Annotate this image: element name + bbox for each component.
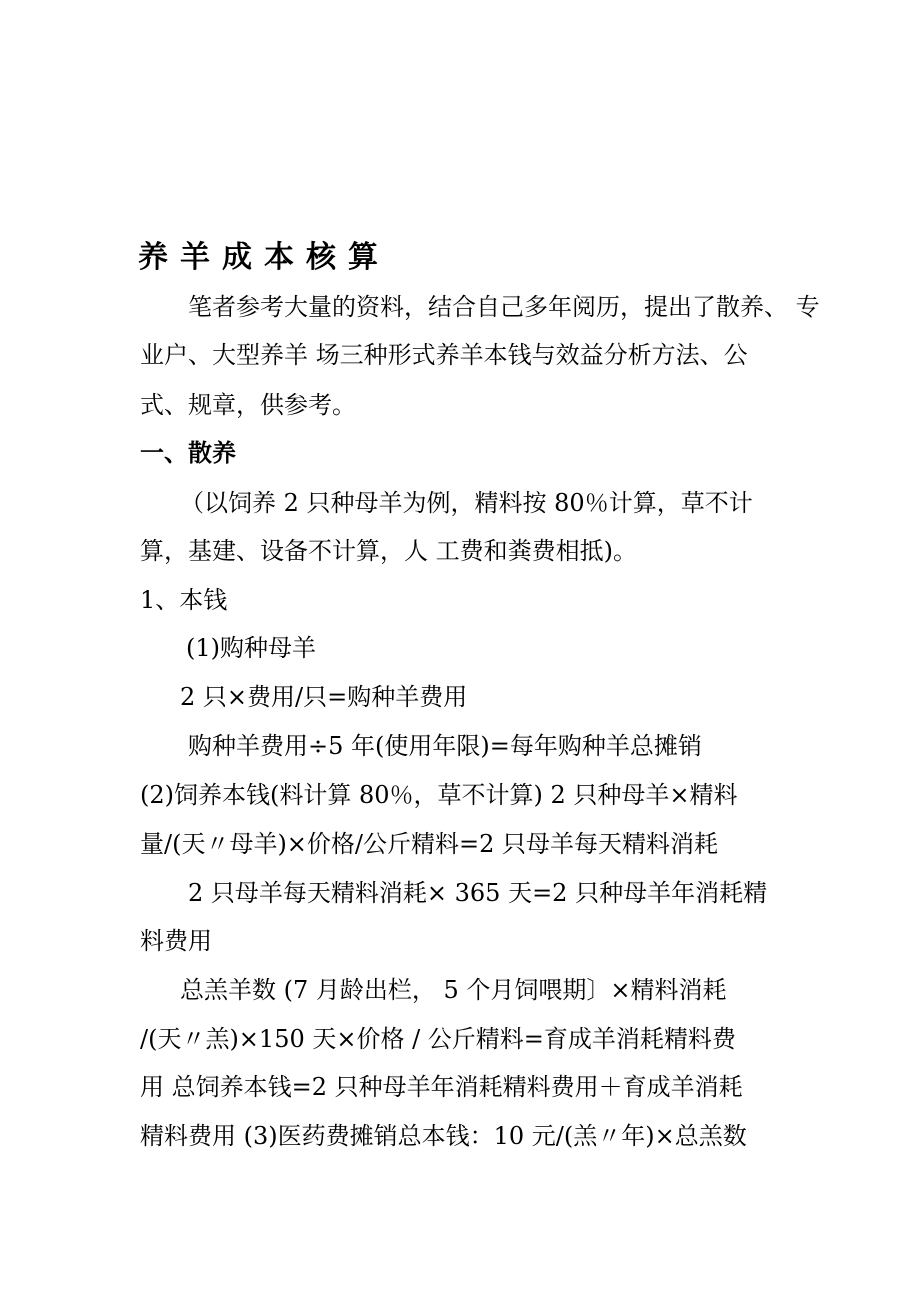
body-line-2: 2 只×费用/只=购种羊费用 (180, 683, 468, 711)
body-line-9: /(天〃羔)×150 天×价格 / 公斤精料=育成羊消耗精料费 (140, 1025, 736, 1053)
body-line-6: 2 只母羊每天精料消耗× 365 天=2 只种母羊年消耗精 (188, 879, 768, 907)
body-line-1: (1)购种母羊 (186, 634, 316, 662)
body-line-8: 总羔羊数 (7 月龄出栏， 5 个月饲喂期〕×精料消耗 (180, 976, 727, 1004)
body-line-3: 购种羊费用÷5 年(使用年限)=每年购种羊总摊销 (188, 732, 702, 760)
body-line-11: 精料费用 (3)医药费摊销总本钱：10 元/(羔〃年)×总羔数 (140, 1122, 747, 1150)
intro-line-3: 式、规章，供参考。 (140, 391, 356, 419)
intro-line-1: 笔者参考大量的资料，结合自己多年阅历，提出了散养、 专 (188, 293, 820, 321)
section-heading-free-range: 一、散养 (140, 439, 236, 467)
section-note-line-1: （以饲养 2 只种母羊为例，精料按 80％计算，草不计 (180, 489, 753, 517)
body-line-10: 用 总饲养本钱=2 只种母羊年消耗精料费用＋育成羊消耗 (140, 1073, 743, 1101)
item-heading-cost: 1、本钱 (140, 586, 228, 614)
intro-line-2: 业户、大型养羊 场三种形式养羊本钱与效益分析方法、公 (140, 341, 748, 369)
document-title: 养羊成本核算 (138, 240, 390, 275)
section-note-line-2: 算，基建、设备不计算，人 工费和粪费相抵)。 (140, 537, 637, 565)
body-line-4: (2)饲养本钱(料计算 80％，草不计算) 2 只种母羊×精料 (140, 781, 738, 809)
body-line-5: 量/(天〃母羊)×价格/公斤精料=2 只母羊每天精料消耗 (140, 830, 719, 858)
body-line-7: 料费用 (140, 927, 212, 955)
